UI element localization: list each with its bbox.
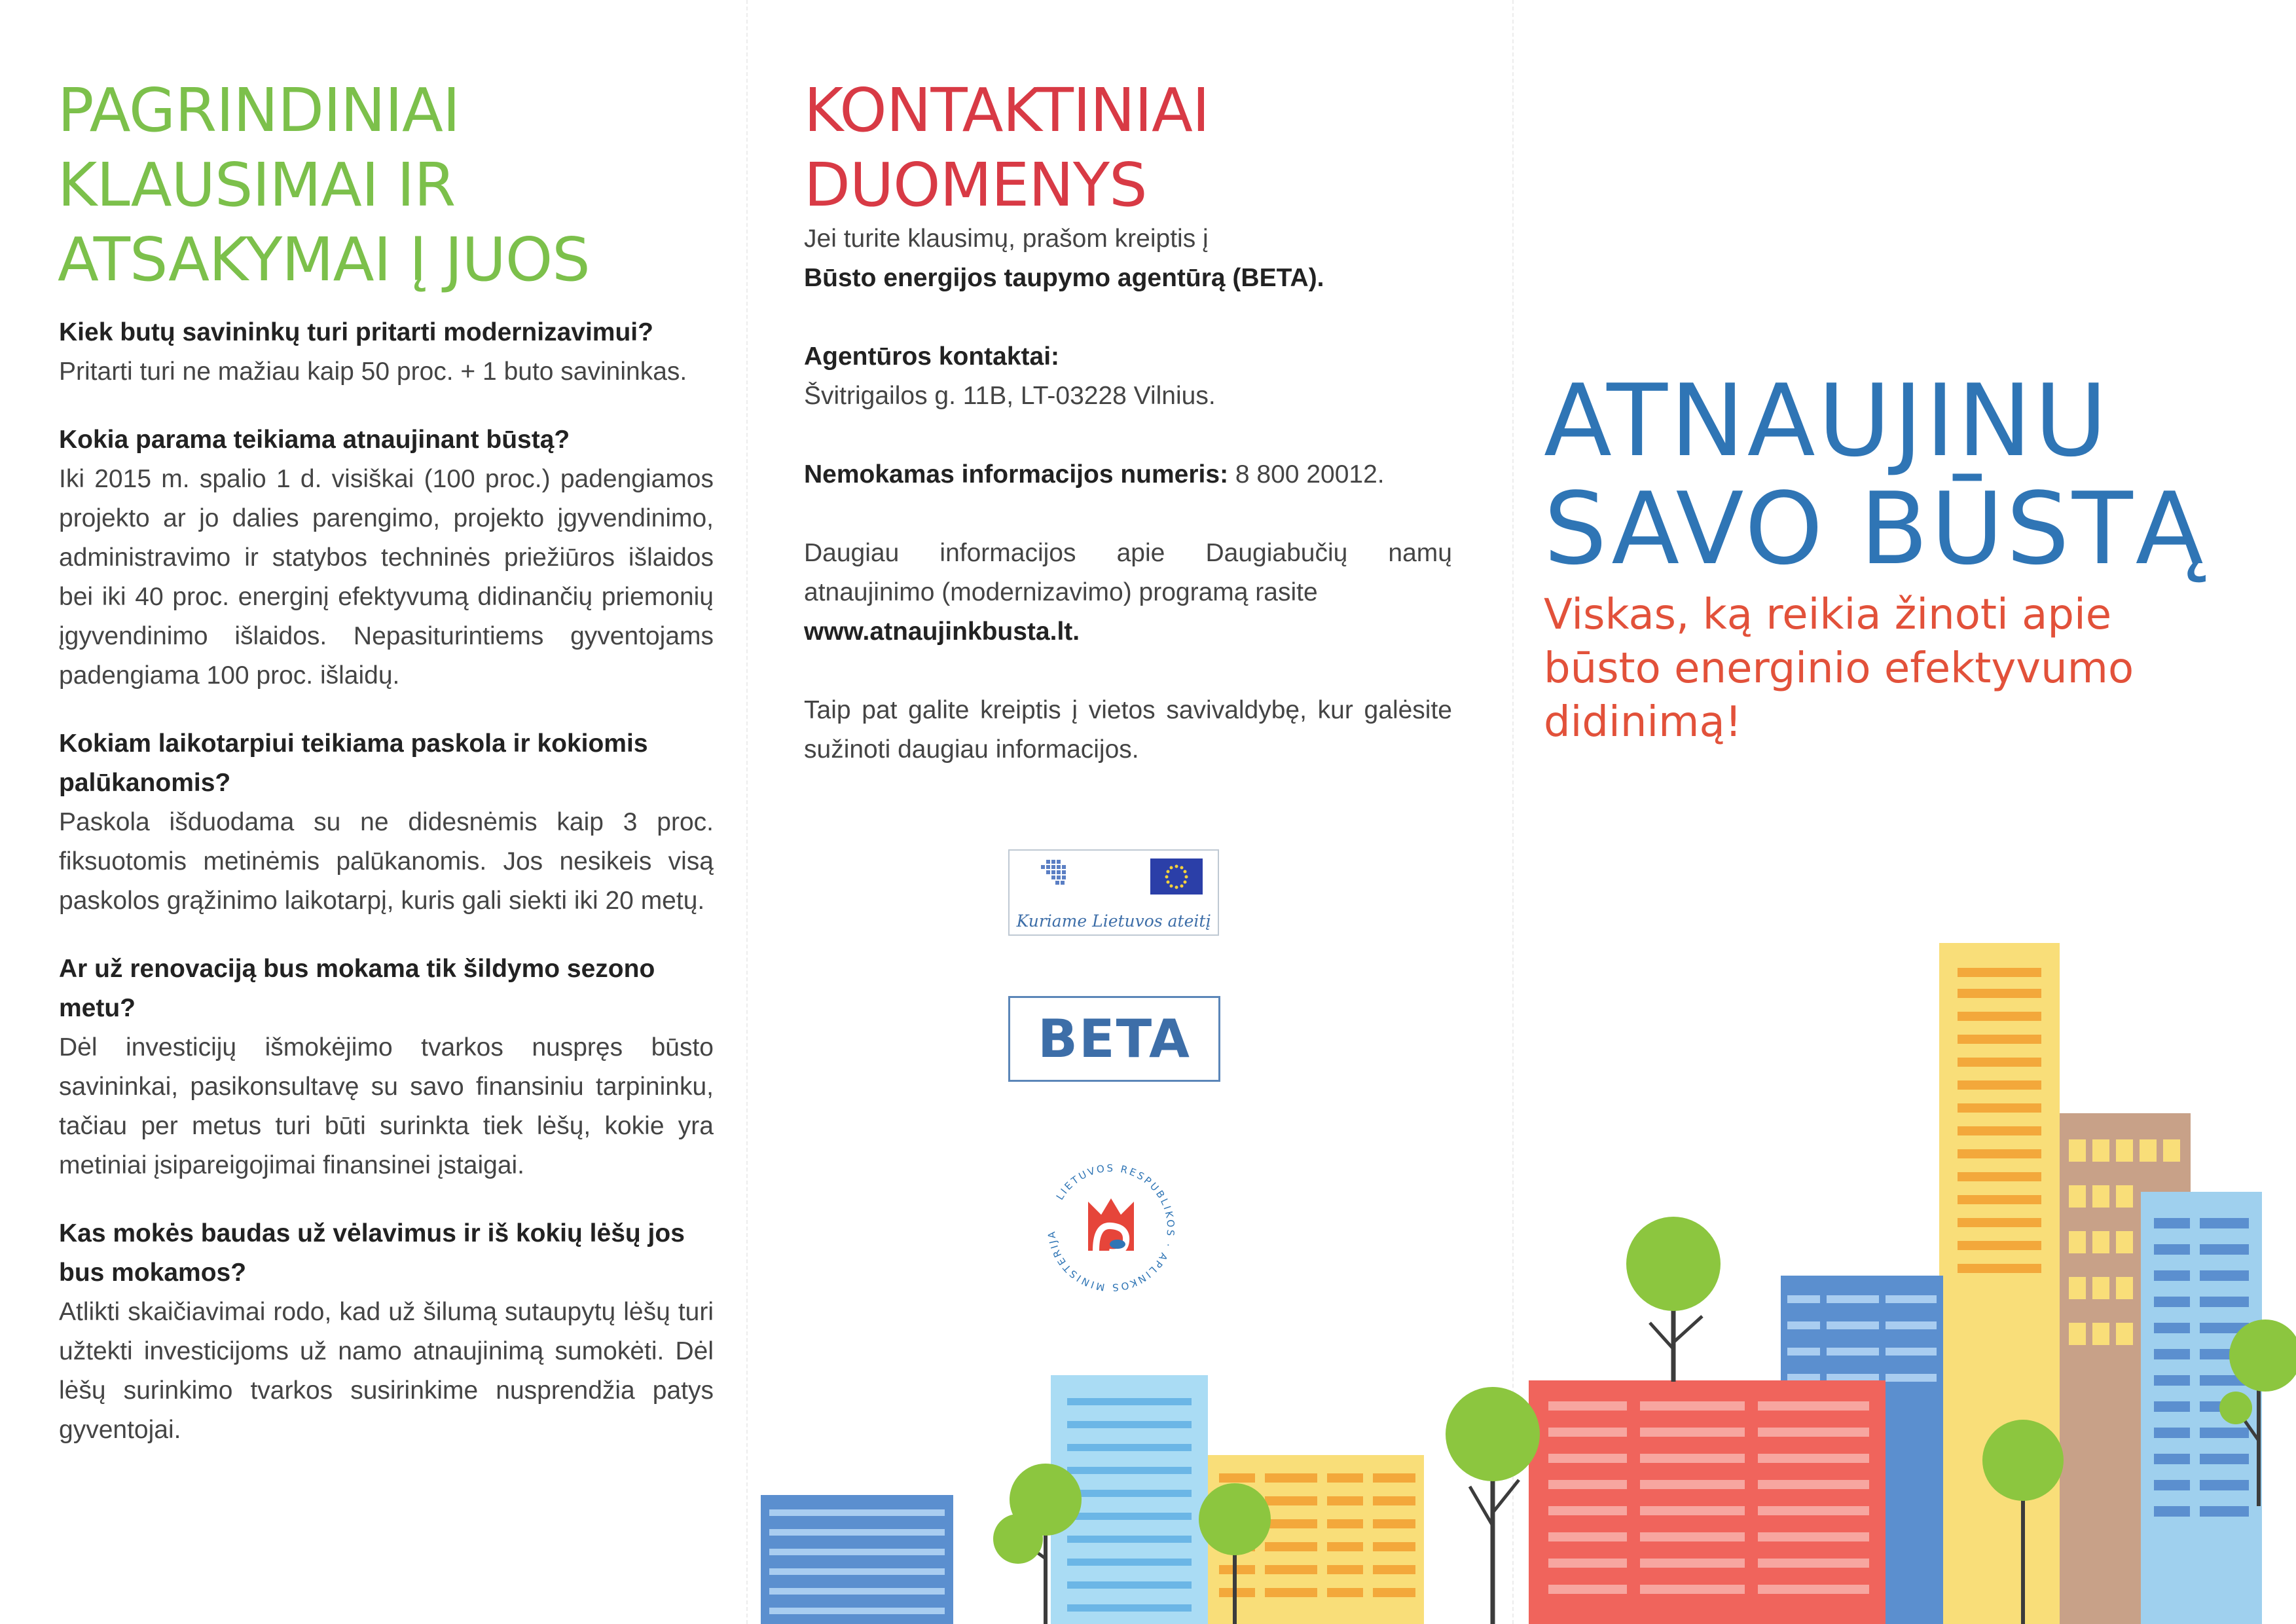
beta-logo-text: BETA (1038, 1008, 1191, 1069)
faq-answer: Dėl investicijų išmokėjimo tvarkos nuspręs būsto savininkai, pasikonsultavę su savo finansiniu tarpininku, tačiau per metus turi būti surinkta tiek lėšų, kokie yra metiniai įsipareigojimai finansinei įstaigai. (59, 1033, 714, 1179)
agency-contacts-label: Agentūros kontaktai: (804, 342, 1060, 371)
faq-answer: Iki 2015 m. spalio 1 d. visiškai (100 proc.) padengiamos projekto ar jo dalies parengimo, projekto įgyvendinimo, administravimo ir statybos techninės priežiūros išlaidos bei iki 40 proc. energinį efektyvumą didinančių priemonių įgyvendinimo išlaidos. Nepasiturintiems gyventojams padengiama 100 proc. išlaidų. (59, 465, 714, 690)
building-blue-low (761, 1495, 953, 1624)
subtitle-line-1: Viskas, ką reikia žinoti apie (1544, 591, 2112, 639)
agency-name: Būsto energijos taupymo agentūrą (BETA). (804, 264, 1324, 292)
contacts-heading-line-2: DUOMENYS (804, 150, 1147, 220)
faq-question: Kiek butų savininkų turi pritarti modernizavimui? (59, 318, 653, 346)
subtitle-line-3: didinimą! (1544, 698, 1742, 747)
tree (1626, 1217, 1721, 1382)
municipality-text: Taip pat galite kreiptis į vietos savivaldybę, kur galėsite sužinoti daugiau informacijos. (804, 696, 1452, 764)
phone-number: 8 800 20012. (1235, 460, 1385, 489)
faq-answer: Atlikti skaičiavimai rodo, kad už šilumą sutaupytų lėšų turi užtekti investicijoms už namo atnaujinimą sumokėti. Dėl lėšų surinkimo tvarkos susirinkime nusprendžia patys gyventojai. (59, 1298, 714, 1444)
phone-label: Nemokamas informacijos numeris: (804, 460, 1229, 489)
faq-answer: Paskola išduodama su ne didesnėmis kaip 3 proc. fiksuotomis metinėmis palūkanomis. Jos nesikeis visą paskolos grąžinimo laikotarpį, kuris gali siekti iki 20 metų. (59, 808, 714, 915)
faq-question: Ar už renovaciją bus mokama tik šildymo sezono metu? (59, 955, 655, 1022)
subtitle-line-2: būsto energinio efektyvumo (1544, 644, 2134, 693)
brochure-title-line-2: SAVO BŪSTĄ (1544, 471, 2206, 587)
building-red (1529, 1380, 1886, 1624)
faq-heading-line-3: ATSAKYMAI Į JUOS (58, 225, 590, 295)
more-info-text: Daugiau informacijos apie Daugiabučių namų atnaujinimo (modernizavimo) programą rasite (804, 539, 1452, 606)
brochure-title-line-1: ATNAUJINU (1544, 363, 2110, 479)
website-link[interactable]: www.atnaujinkbusta.lt. (804, 618, 1080, 646)
contacts-heading-line-1: KONTAKTINIAI (804, 75, 1210, 145)
building-yellow-tall (1939, 943, 2060, 1624)
faq-heading-line-1: PAGRINDINIAI (58, 75, 460, 145)
agency-address: Švitrigailos g. 11B, LT-03228 Vilnius. (804, 382, 1216, 410)
eu-logo-caption: Kuriame Lietuvos ateitį (1016, 912, 1211, 931)
faq-answer: Pritarti turi ne mažiau kaip 50 proc. + 1 buto savininkas. (59, 358, 687, 386)
faq-question: Kokia parama teikiama atnaujinant būstą? (59, 426, 570, 454)
svg-text:LIETUVOS RESPUBLIKOS · APLINKO: LIETUVOS RESPUBLIKOS · APLINKOS MINISTERIJA (1045, 1162, 1177, 1294)
faq-heading-line-2: KLAUSIMAI IR (58, 150, 456, 220)
faq-question: Kokiam laikotarpiui teikiama paskola ir kokiomis palūkanomis? (59, 729, 648, 797)
contact-intro: Jei turite klausimų, prašom kreiptis į (804, 225, 1209, 253)
tree (1446, 1387, 1540, 1624)
faq-question: Kas mokės baudas už vėlavimus ir iš kokių lėšų jos bus mokamos? (59, 1219, 685, 1287)
